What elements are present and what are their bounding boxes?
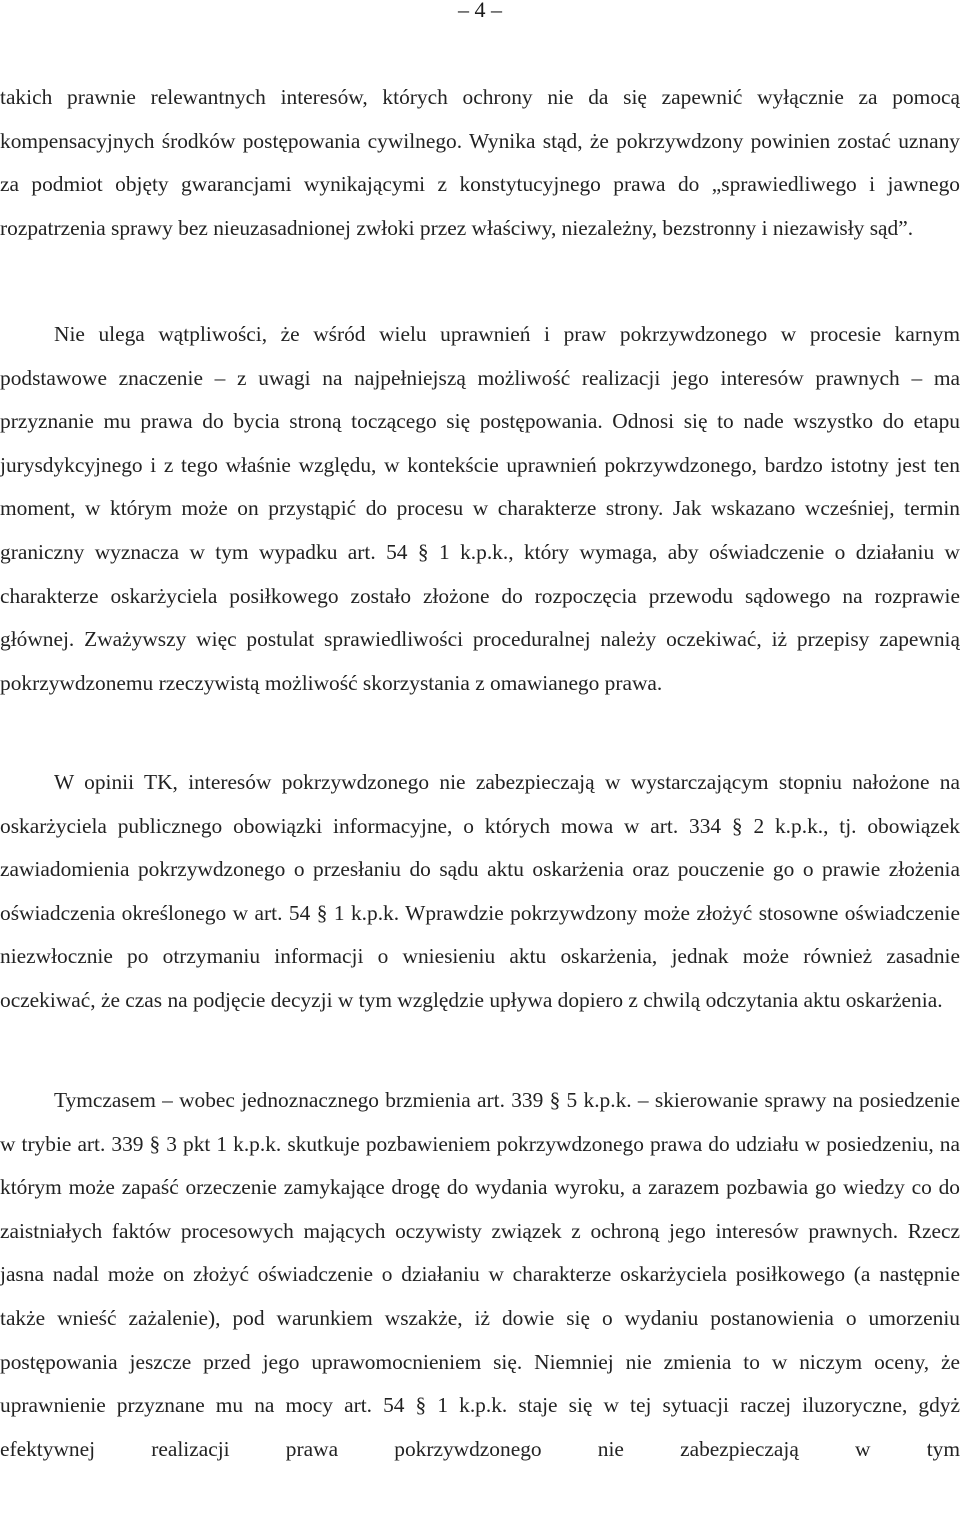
paragraph-3: W opinii TK, interesów pokrzywdzonego nie zabezpieczają w wystarczającym stopniu nałożone na oskarżyciela publicznego obowiązki informacyjne, o których mowa w art. 334 § 2 k.p.k., tj. obowiązek zawiadomienia pokrzywdzonego o przesłaniu do sądu aktu oskarżenia oraz pouczenie go o prawie złożenia oświadczenia określonego w art. 54 § 1 k.p.k. Wprawdzie pokrzywdzony może złożyć stosowne oświadczenie niezwłocznie po otrzymaniu informacji o wniesieniu aktu oskarżenia, jednak może również zasadnie oczekiwać, że czas na podjęcie decyzji w tym względzie upływa dopiero z chwilą odczytania aktu oskarżenia.	[0, 770, 960, 1012]
paragraph-2: Nie ulega wątpliwości, że wśród wielu uprawnień i praw pokrzywdzonego w procesie karnym podstawowe znaczenie – z uwagi na najpełniejszą możliwość realizacji jego interesów prawnych – ma przyznanie mu prawa do bycia stroną toczącego się postępowania. Odnosi się to nade wszystko do etapu jurysdykcyjnego i z tego właśnie względu, w kontekście uprawnień pokrzywdzonego, bardzo istotny jest ten moment, w którym może on przystąpić do procesu w charakterze strony. Jak wskazano wcześniej, termin graniczny wyznacza w tym wypadku art. 54 § 1 k.p.k., który wymaga, aby oświadczenie o działaniu w charakterze oskarżyciela posiłkowego zostało złożone do rozpoczęcia przewodu sądowego na rozprawie głównej. Zważywszy więc postulat sprawiedliwości proceduralnej należy oczekiwać, iż przepisy zapewnią pokrzywdzonemu rzeczywistą możliwość skorzystania z omawianego prawa.	[0, 322, 960, 695]
page-number: – 4 –	[458, 0, 502, 22]
paragraph-1: takich prawnie relewantnych interesów, których ochrony nie da się zapewnić wyłącznie za pomocą kompensacyjnych środków postępowania cywilnego. Wynika stąd, że pokrzywdzony powinien zostać uznany za podmiot objęty gwarancjami wynikającymi z konstytucyjnego prawa do „sprawiedliwego i jawnego rozpatrzenia sprawy bez nieuzasadnionej zwłoki przez właściwy, niezależny, bezstronny i niezawisły sąd”.	[0, 85, 960, 240]
paragraph-4: Tymczasem – wobec jednoznacznego brzmienia art. 339 § 5 k.p.k. – skierowanie sprawy na posiedzenie w trybie art. 339 § 3 pkt 1 k.p.k. skutkuje pozbawieniem pokrzywdzonego prawa do udziału w posiedzeniu, na którym może zapaść orzeczenie zamykające drogę do wydania wyroku, a zarazem pozbawia go wiedzy co do zaistniałych faktów procesowych mających oczywisty związek z ochroną jego interesów prawnych. Rzecz jasna nadal może on złożyć oświadczenie o działaniu w charakterze oskarżyciela posiłkowego (a następnie także wnieść zażalenie), pod warunkiem wszakże, iż dowie się o wydaniu postanowienia o umorzeniu postępowania jeszcze przed jego uprawomocnieniem się. Niemniej nie zmienia to w niczym oceny, że uprawnienie przyznane mu na mocy art. 54 § 1 k.p.k. staje się w tej sytuacji raczej iluzoryczne, gdyż efektywnej realizacji prawa pokrzywdzonego nie zabezpieczają w tym	[0, 1088, 960, 1461]
